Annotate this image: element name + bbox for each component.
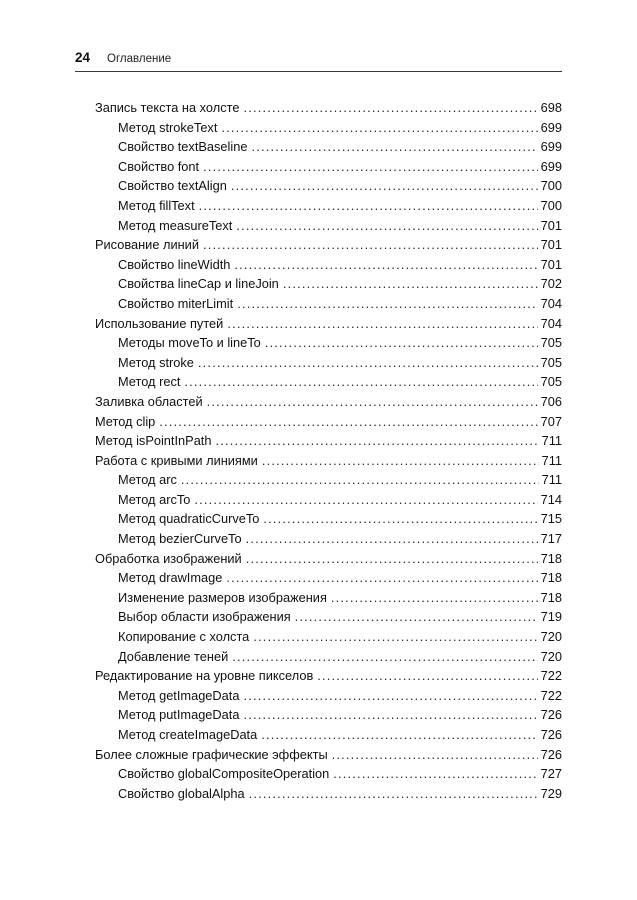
- toc-entry: [75, 492, 562, 512]
- toc-leader-dots: [251, 139, 537, 154]
- toc-entry: [75, 316, 562, 336]
- toc-entry: [75, 218, 562, 238]
- toc-entry-page: 718: [540, 570, 562, 586]
- toc-entry-title: Метод quadraticCurveTo: [118, 511, 260, 527]
- toc-entry-page: 701: [540, 256, 562, 272]
- toc-entry-page: 711: [541, 433, 562, 449]
- toc-entry-title: Редактирование на уровне пикселов: [95, 668, 314, 684]
- toc-entry: [75, 237, 562, 257]
- toc-entry: [75, 590, 562, 610]
- toc-entry-title: Метод putImageData: [118, 707, 240, 723]
- toc-entry-title: Свойства lineCap и lineJoin: [118, 276, 279, 292]
- toc-entry-page: 698: [540, 100, 562, 115]
- toc-entry-title: Метод arcTo: [118, 491, 191, 507]
- toc-entry-title: Метод fillText: [118, 197, 195, 213]
- toc-entry-page: 707: [540, 413, 562, 429]
- toc-entry-page: 726: [540, 727, 562, 742]
- toc-entry: [75, 668, 562, 688]
- table-of-contents: [75, 100, 562, 805]
- toc-entry-title: Метод rect: [118, 374, 181, 390]
- page-number: 24: [75, 50, 91, 65]
- toc-leader-dots: [207, 394, 538, 409]
- toc-entry: [75, 511, 562, 531]
- toc-entry-page: 704: [540, 315, 562, 331]
- toc-entry: [75, 472, 562, 492]
- toc-entry-page: 705: [540, 335, 562, 351]
- toc-entry: [75, 100, 562, 120]
- toc-leader-dots: [198, 355, 538, 370]
- toc-leader-dots: [215, 433, 538, 448]
- running-head: [75, 50, 562, 72]
- toc-entry: [75, 570, 562, 590]
- toc-entry-page: 722: [540, 668, 562, 684]
- toc-leader-dots: [295, 609, 538, 624]
- toc-entry: [75, 374, 562, 394]
- toc-entry-page: 705: [540, 374, 562, 390]
- toc-entry-title: Свойство globalAlpha: [118, 785, 245, 801]
- toc-entry-title: Обработка изображений: [95, 550, 242, 566]
- toc-entry-title: Метод bezierCurveTo: [118, 531, 242, 547]
- toc-entry-title: Более сложные графические эффекты: [95, 746, 328, 762]
- toc-entry-title: Свойство globalCompositeOperation: [118, 766, 330, 782]
- toc-leader-dots: [262, 453, 539, 468]
- toc-entry: [75, 707, 562, 727]
- toc-entry: [75, 198, 562, 218]
- toc-entry-title: Метод strokeText: [118, 119, 218, 135]
- toc-leader-dots: [332, 747, 538, 762]
- toc-entry-title: Свойство textBaseline: [118, 139, 248, 155]
- toc-entry-title: Добавление теней: [118, 648, 229, 664]
- toc-leader-dots: [246, 551, 538, 566]
- toc-entry: [75, 786, 562, 806]
- toc-entry: [75, 453, 562, 473]
- toc-entry-page: 699: [540, 119, 562, 135]
- toc-entry-title: Заливка областей: [95, 393, 203, 409]
- toc-leader-dots: [317, 668, 537, 683]
- toc-leader-dots: [234, 257, 537, 272]
- toc-entry: [75, 159, 562, 179]
- toc-leader-dots: [203, 159, 538, 174]
- toc-entry-title: Свойство lineWidth: [118, 256, 231, 272]
- toc-entry-page: 722: [540, 687, 562, 703]
- toc-entry-page: 706: [540, 393, 562, 409]
- toc-leader-dots: [243, 707, 537, 722]
- toc-entry-title: Метод measureText: [118, 217, 233, 233]
- toc-leader-dots: [243, 100, 537, 115]
- toc-entry: [75, 649, 562, 669]
- toc-entry-page: 705: [540, 354, 562, 370]
- toc-entry-page: 701: [540, 217, 562, 233]
- toc-entry-title: Копирование с холста: [118, 629, 250, 645]
- toc-entry: [75, 727, 562, 747]
- toc-entry-title: Свойство font: [118, 158, 200, 174]
- toc-leader-dots: [261, 727, 537, 742]
- toc-leader-dots: [226, 570, 537, 585]
- running-head-title: Оглавление: [107, 53, 172, 65]
- toc-entry-page: 700: [540, 178, 562, 194]
- toc-entry: [75, 629, 562, 649]
- toc-leader-dots: [203, 237, 538, 252]
- toc-entry-title: Рисование линий: [95, 237, 199, 253]
- toc-entry-page: 729: [540, 785, 562, 801]
- toc-leader-dots: [253, 629, 537, 644]
- toc-entry: [75, 747, 562, 767]
- toc-leader-dots: [237, 296, 537, 311]
- toc-leader-dots: [236, 218, 537, 233]
- toc-leader-dots: [221, 120, 537, 135]
- toc-entry-page: 715: [540, 511, 562, 527]
- toc-entry-title: Свойство miterLimit: [118, 295, 234, 311]
- toc-entry: [75, 688, 562, 708]
- toc-entry-title: Свойство textAlign: [118, 178, 227, 194]
- toc-entry: [75, 414, 562, 434]
- toc-entry: [75, 120, 562, 140]
- toc-entry-title: Метод drawImage: [118, 570, 223, 586]
- toc-entry-page: 702: [540, 276, 562, 292]
- toc-entry: [75, 531, 562, 551]
- toc-entry-page: 719: [540, 609, 562, 625]
- toc-entry-title: Метод stroke: [118, 354, 194, 370]
- toc-entry-page: 711: [541, 472, 562, 488]
- toc-entry-title: Методы moveTo и lineTo: [118, 335, 261, 351]
- toc-entry-page: 726: [540, 746, 562, 762]
- toc-leader-dots: [331, 590, 538, 605]
- toc-leader-dots: [227, 316, 537, 331]
- toc-leader-dots: [159, 414, 537, 429]
- toc-entry-page: 717: [540, 531, 562, 547]
- toc-entry: [75, 257, 562, 277]
- toc-entry: [75, 433, 562, 453]
- toc-leader-dots: [232, 649, 537, 664]
- toc-entry-page: 720: [540, 648, 562, 664]
- toc-entry-page: 699: [540, 139, 562, 155]
- toc-entry: [75, 551, 562, 571]
- toc-entry: [75, 355, 562, 375]
- toc-entry-title: Метод getImageData: [118, 687, 240, 703]
- toc-entry-page: 700: [540, 197, 562, 213]
- toc-entry: [75, 335, 562, 355]
- toc-leader-dots: [231, 178, 538, 193]
- toc-leader-dots: [194, 492, 537, 507]
- toc-leader-dots: [246, 531, 538, 546]
- toc-entry-title: Метод createImageData: [118, 727, 258, 742]
- toc-entry-page: 711: [541, 452, 562, 468]
- toc-entry-title: Использование путей: [95, 315, 224, 331]
- toc-entry-title: Запись текста на холсте: [95, 100, 240, 115]
- toc-entry: [75, 609, 562, 629]
- toc-leader-dots: [249, 786, 538, 801]
- toc-entry-page: 704: [540, 295, 562, 311]
- toc-entry-page: 718: [540, 550, 562, 566]
- toc-leader-dots: [243, 688, 537, 703]
- toc-entry-title: Изменение размеров изображения: [118, 589, 327, 605]
- toc-entry-page: 699: [540, 158, 562, 174]
- toc-entry-title: Метод clip: [95, 413, 156, 429]
- toc-entry: [75, 178, 562, 198]
- toc-entry-page: 726: [540, 707, 562, 723]
- toc-entry-page: 718: [540, 589, 562, 605]
- toc-leader-dots: [199, 198, 538, 213]
- toc-leader-dots: [184, 374, 537, 389]
- toc-leader-dots: [181, 472, 539, 487]
- toc-entry-page: 720: [540, 629, 562, 645]
- toc-leader-dots: [333, 766, 537, 781]
- toc-entry-page: 727: [540, 766, 562, 782]
- toc-entry: [75, 394, 562, 414]
- toc-entry-title: Выбор области изображения: [118, 609, 291, 625]
- toc-entry-title: Работа с кривыми линиями: [95, 452, 258, 468]
- toc-entry: [75, 276, 562, 296]
- toc-leader-dots: [265, 335, 538, 350]
- toc-entry: [75, 296, 562, 316]
- toc-leader-dots: [263, 511, 537, 526]
- toc-entry-page: 701: [540, 237, 562, 253]
- toc-entry-title: Метод isPointInPath: [95, 433, 212, 449]
- toc-leader-dots: [283, 276, 538, 291]
- toc-entry: [75, 139, 562, 159]
- toc-entry: [75, 766, 562, 786]
- toc-entry-title: Метод arc: [118, 472, 177, 488]
- toc-entry-page: 714: [540, 491, 562, 507]
